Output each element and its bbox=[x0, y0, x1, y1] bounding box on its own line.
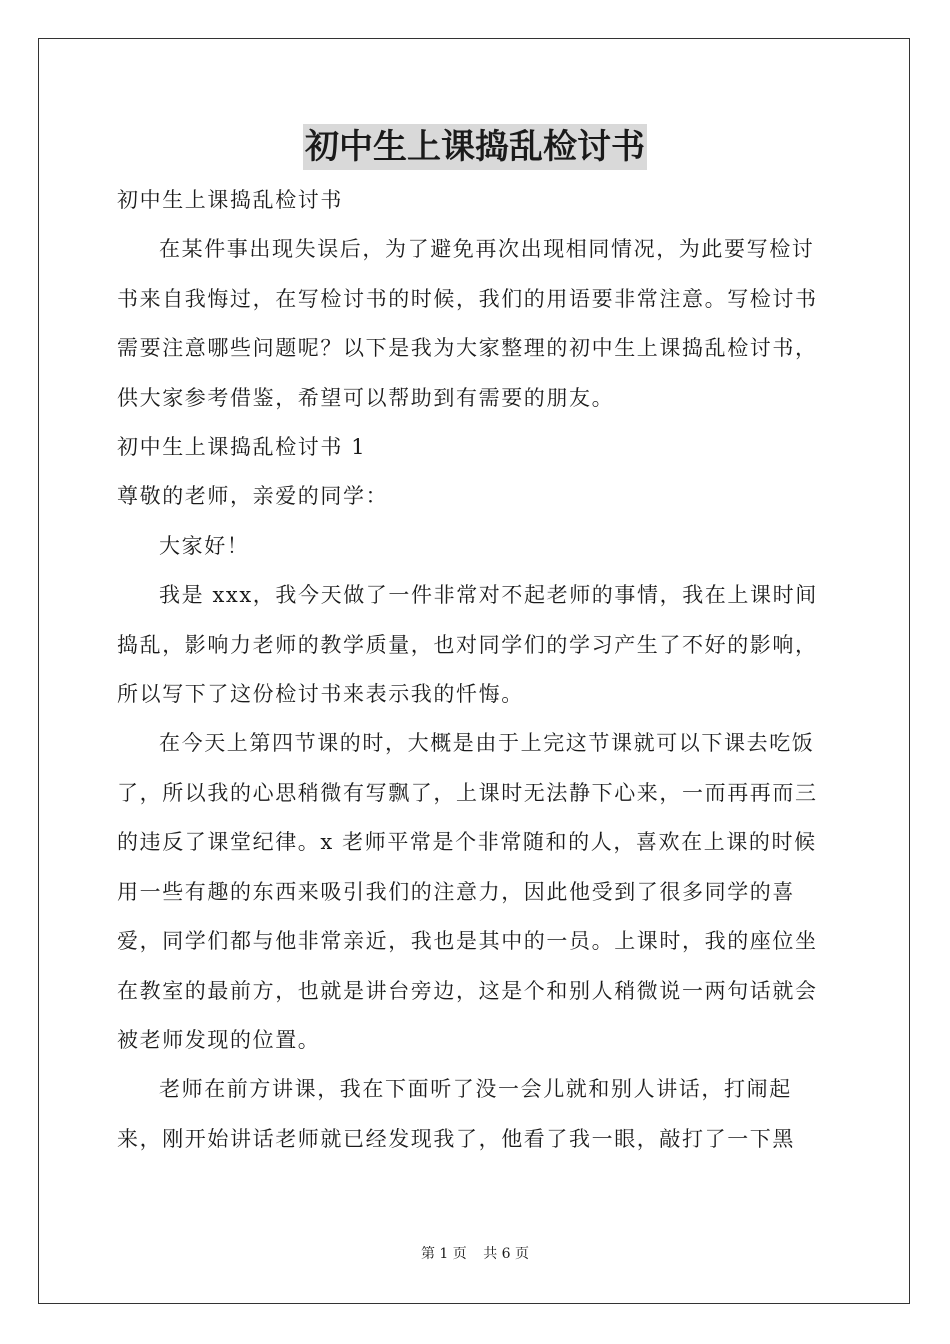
document-title: 初中生上课捣乱检讨书 bbox=[303, 124, 647, 170]
paragraph: 尊敬的老师，亲爱的同学： bbox=[117, 484, 389, 509]
paragraph: 大家好！ bbox=[159, 533, 250, 558]
title-container bbox=[0, 124, 950, 170]
paragraph: 初中生上课捣乱检讨书 bbox=[117, 188, 343, 212]
paragraph: 初中生上课捣乱检讨书 1 bbox=[117, 435, 367, 460]
paragraph: 在今天上第四节课的时，大概是由于上完这节课就可以下课去吃饭了，所以我的心思稍微有写飘了，上课时无法静下心来，一而再再而三的违反了课堂纪律。x 老师平常是个非常随和的人，喜欢在上课的时候用一些有趣的东西来吸引我们的注意力，因此他受到了很多同学的喜爱，同学们都与他非常亲近，我也是其中的一员。上课时，我的座位坐在教室的最前方，也就是讲台旁边，这是个和别人稍微说一两句话就会被老师发现的位置。 bbox=[117, 731, 818, 1052]
page-number-current: 第 1 页 bbox=[420, 1246, 467, 1262]
paragraph: 老师在前方讲课，我在下面听了没一会儿就和别人讲话，打闹起来，刚开始讲话老师就已经发现我了，他看了我一眼，敲打了一下黑 bbox=[117, 1077, 795, 1151]
paragraph: 在某件事出现失误后，为了避免再次出现相同情况，为此要写检讨书来自我悔过，在写检讨书的时候，我们的用语要非常注意。写检讨书需要注意哪些问题呢？以下是我为大家整理的初中生上课捣乱检讨书，供大家参考借鉴，希望可以帮助到有需要的朋友。 bbox=[117, 237, 818, 410]
paragraph: 我是 xxx，我今天做了一件非常对不起老师的事情，我在上课时间捣乱，影响力老师的教学质量，也对同学们的学习产生了不好的影响，所以写下了这份检讨书来表示我的忏悔。 bbox=[117, 583, 818, 707]
page-footer bbox=[0, 1244, 950, 1264]
document-body bbox=[117, 176, 835, 1164]
page-number-total: 共 6 页 bbox=[483, 1246, 530, 1262]
